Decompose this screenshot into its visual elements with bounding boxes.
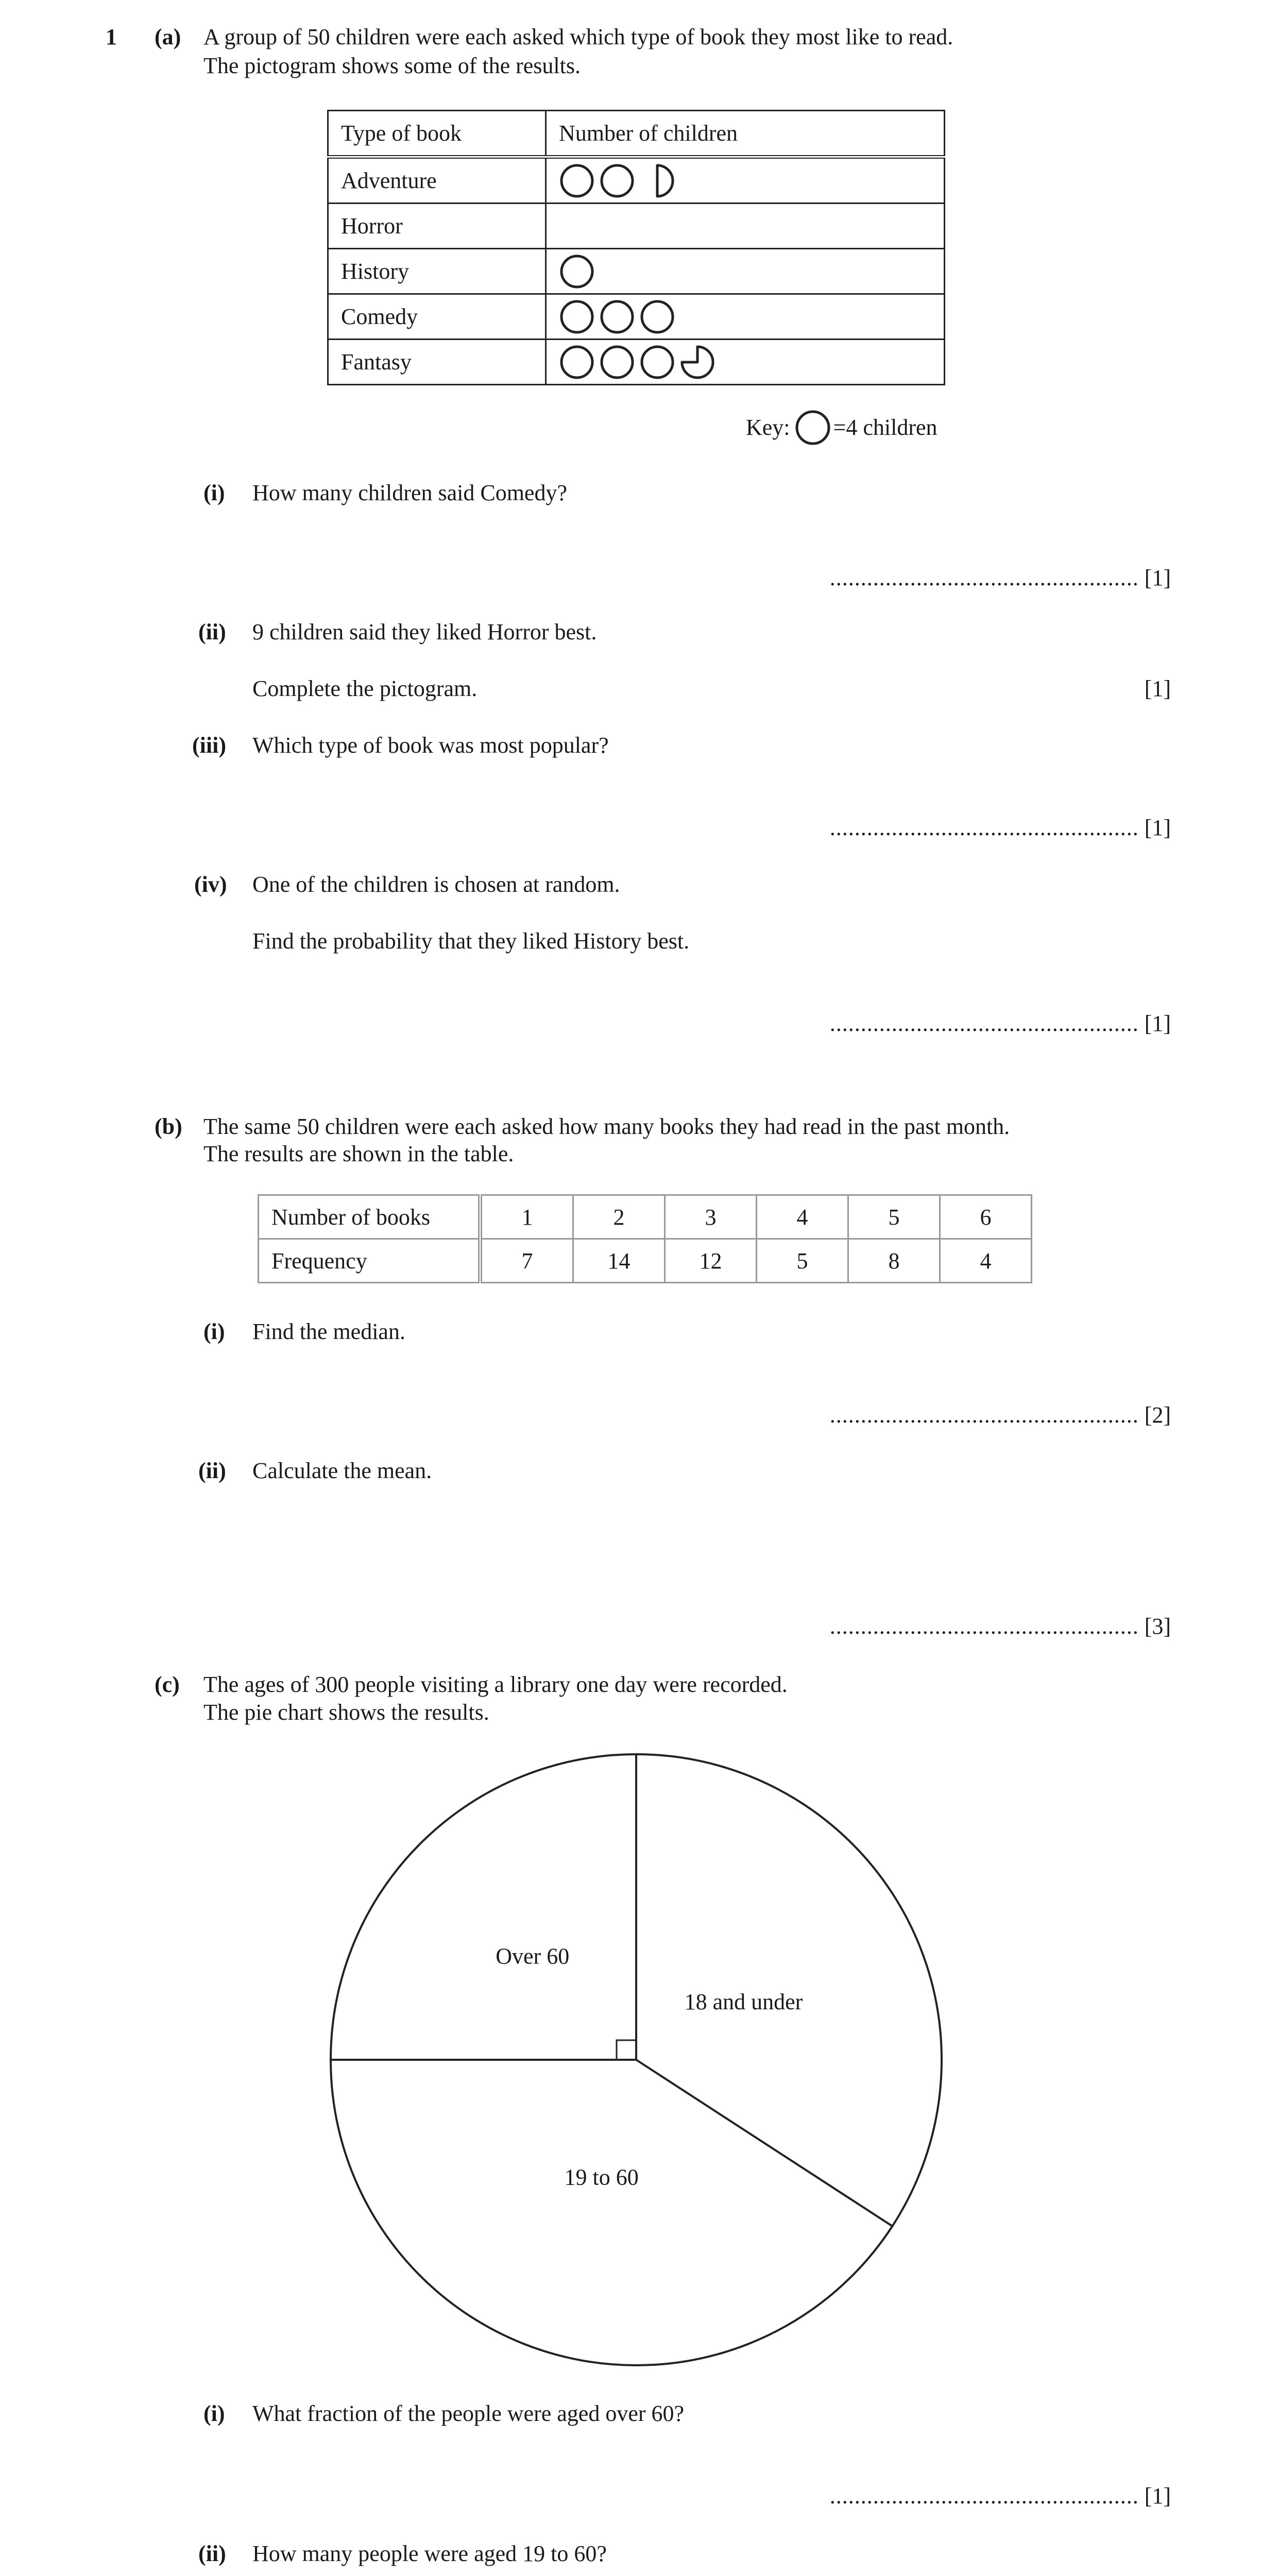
- key-prefix: Key:: [746, 415, 790, 440]
- circle-icon: [642, 347, 673, 378]
- pictogram-row-label: Adventure: [328, 157, 546, 204]
- c-i-answer-line[interactable]: [830, 2485, 1171, 2507]
- part-a-intro-2: The pictogram shows some of the results.: [203, 53, 581, 78]
- pictogram-row-label: Comedy: [328, 294, 546, 340]
- pictogram-row-symbols: [546, 340, 945, 385]
- pictogram-row-label: Fantasy: [328, 340, 546, 385]
- marks: [1]: [1144, 815, 1171, 840]
- freq-cell: 2: [573, 1195, 665, 1239]
- pictogram-symbols-fantasy: [559, 344, 775, 380]
- circle-icon: [561, 347, 592, 378]
- partial-circle-icon: [657, 165, 673, 196]
- pictogram-row-symbols: [546, 249, 945, 294]
- freq-cell: 14: [573, 1239, 665, 1283]
- circle-icon: [602, 165, 633, 196]
- freq-cell: 4: [940, 1239, 1032, 1283]
- a-iv-answer-line[interactable]: [830, 1012, 1171, 1035]
- answer-dots: ..................................................: [829, 815, 1139, 840]
- pie-chart: [327, 1751, 945, 2369]
- part-b-intro-2: The results are shown in the table.: [203, 1141, 514, 1166]
- a-ii-label: (ii): [198, 619, 226, 645]
- a-iii-answer-line[interactable]: [830, 817, 1171, 839]
- b-ii-answer-line[interactable]: [830, 1615, 1171, 1638]
- part-b-intro-1: The same 50 children were each asked how many books they had read in the past month.: [203, 1114, 1010, 1139]
- circle-icon: [642, 301, 673, 332]
- freq-cell: 5: [848, 1195, 940, 1239]
- marks: [1]: [1144, 565, 1171, 590]
- pictogram-symbols-horror: [559, 208, 775, 244]
- b-i-text: Find the median.: [252, 1319, 405, 1344]
- pictogram-header-count: Number of children: [546, 111, 945, 157]
- pictogram-row-label: History: [328, 249, 546, 294]
- pie-slices: [331, 1754, 942, 2365]
- a-i-label: (i): [203, 480, 225, 505]
- part-a-intro-1: A group of 50 children were each asked which type of book they most like to read.: [203, 24, 953, 49]
- pie-slice-label: 19 to 60: [564, 2164, 639, 2190]
- part-c-label: (c): [155, 1672, 180, 1697]
- pie-slice-label: Over 60: [496, 1943, 570, 1969]
- a-i-text: How many children said Comedy?: [252, 480, 567, 505]
- a-ii-text: 9 children said they liked Horror best.: [252, 619, 597, 645]
- a-iv-text: One of the children is chosen at random.: [252, 872, 620, 897]
- freq-cell: 12: [665, 1239, 757, 1283]
- a-ii-text-2: Complete the pictogram.: [252, 676, 478, 701]
- pictogram-key: [746, 410, 938, 446]
- pictogram-row-label: Horror: [328, 204, 546, 249]
- part-b-label: (b): [155, 1114, 182, 1139]
- a-iii-text: Which type of book was most popular?: [252, 733, 609, 758]
- pictogram-row-symbols-horror-empty[interactable]: [546, 204, 945, 249]
- freq-cell: 8: [848, 1239, 940, 1283]
- answer-dots: ..................................................: [829, 1614, 1139, 1639]
- marks: [2]: [1144, 1402, 1171, 1428]
- circle-icon: [561, 256, 592, 287]
- pictogram-symbols-adventure: [559, 163, 775, 199]
- a-ii-marks: [1]: [1144, 676, 1171, 701]
- answer-dots: ..................................................: [829, 565, 1139, 590]
- freq-cell: 3: [665, 1195, 757, 1239]
- freq-row-label-frequency: Frequency: [259, 1239, 481, 1283]
- c-ii-text: How many people were aged 19 to 60?: [252, 2541, 607, 2566]
- pictogram-row-symbols: [546, 157, 945, 204]
- freq-cell: 4: [757, 1195, 848, 1239]
- a-iii-label: (iii): [192, 733, 226, 758]
- freq-cell: 7: [480, 1239, 573, 1283]
- freq-cell: 6: [940, 1195, 1032, 1239]
- partial-circle-icon: [682, 347, 713, 378]
- pictogram-table: [327, 110, 945, 385]
- key-suffix: =4 children: [833, 415, 938, 440]
- circle-icon: [602, 301, 633, 332]
- b-i-answer-line[interactable]: [830, 1404, 1171, 1427]
- pie-slice-boundary: [636, 2060, 892, 2226]
- pictogram-symbols-comedy: [559, 299, 775, 335]
- b-ii-label: (ii): [198, 1458, 226, 1483]
- circle-icon: [793, 410, 832, 446]
- c-i-label: (i): [203, 2401, 225, 2426]
- pictogram-header-type: Type of book: [328, 111, 546, 157]
- pictogram-row-symbols: [546, 294, 945, 340]
- answer-dots: ..................................................: [829, 1402, 1139, 1428]
- part-c-intro-1: The ages of 300 people visiting a library one day were recorded.: [203, 1672, 788, 1697]
- circle-icon: [561, 301, 592, 332]
- marks: [1]: [1144, 1011, 1171, 1036]
- a-iv-text-2: Find the probability that they liked History best.: [252, 928, 690, 954]
- freq-cell: 1: [480, 1195, 573, 1239]
- right-angle-marker: [617, 2040, 636, 2060]
- freq-cell: 5: [757, 1239, 848, 1283]
- answer-dots: ..................................................: [829, 2483, 1139, 2509]
- b-ii-text: Calculate the mean.: [252, 1458, 432, 1483]
- part-a-label: (a): [155, 24, 181, 49]
- a-iv-label: (iv): [194, 872, 227, 897]
- b-i-label: (i): [203, 1319, 225, 1344]
- circle-icon: [602, 347, 633, 378]
- part-c-intro-2: The pie chart shows the results.: [203, 1700, 489, 1725]
- marks: [3]: [1144, 1614, 1171, 1639]
- frequency-table: [258, 1194, 1032, 1283]
- marks: [1]: [1144, 2483, 1171, 2509]
- c-ii-label: (ii): [198, 2541, 226, 2566]
- question-number: 1: [106, 24, 117, 49]
- freq-row-label-books: Number of books: [259, 1195, 481, 1239]
- pie-slice-label: 18 and under: [684, 1989, 803, 2014]
- c-i-text: What fraction of the people were aged over 60?: [252, 2401, 685, 2426]
- a-i-answer-line[interactable]: [830, 567, 1171, 589]
- circle-icon: [561, 165, 592, 196]
- pictogram-symbols-history: [559, 253, 775, 290]
- answer-dots: ..................................................: [829, 1011, 1139, 1036]
- pie-labels: [496, 1944, 803, 2190]
